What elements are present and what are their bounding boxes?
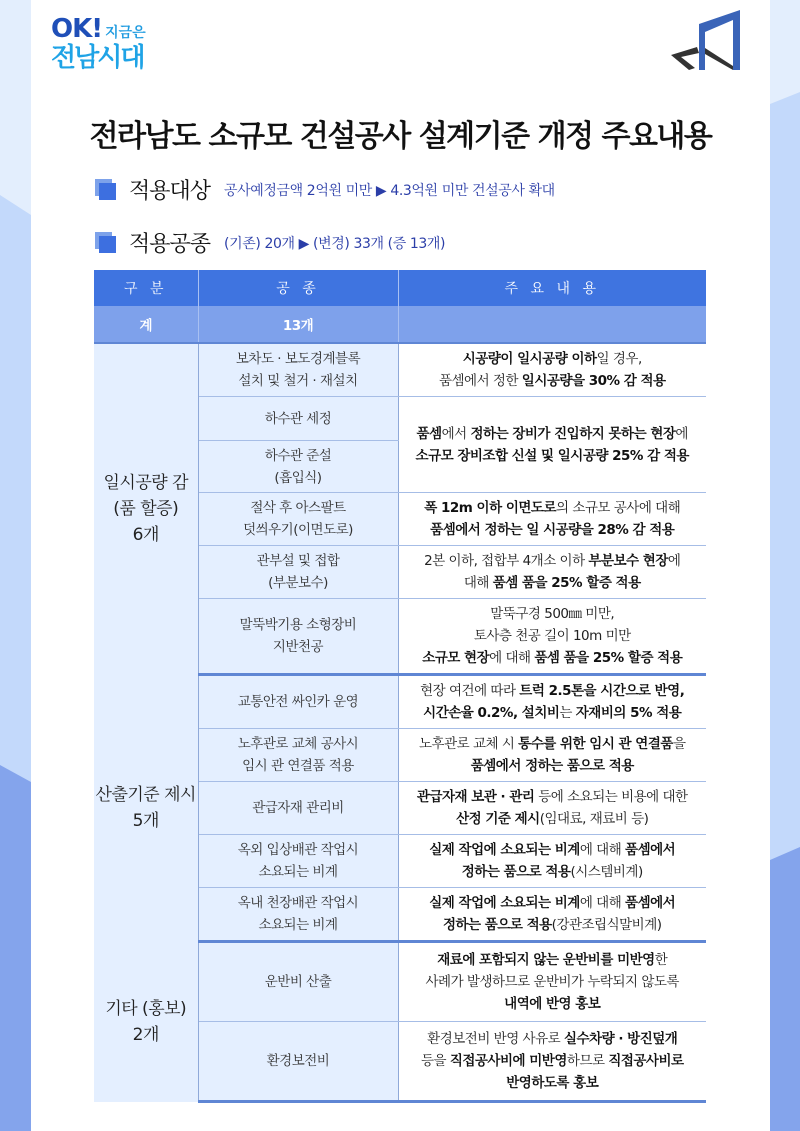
table-row <box>94 675 706 729</box>
category-line: 일시공량 감 <box>103 473 188 494</box>
emphasis-text: 부분보수 현장 <box>588 553 668 569</box>
page-title: 전라남도 소규모 건설공사 설계기준 개정 주요내용 <box>89 119 712 154</box>
work-type-line: (부분보수) <box>268 575 328 591</box>
description-line <box>401 647 705 669</box>
work-type-line: (흡입식) <box>274 469 322 486</box>
category-line: 6개 <box>132 525 159 546</box>
total-label: 계 <box>94 306 198 343</box>
work-type-cell <box>198 942 398 1022</box>
table-row <box>94 942 706 1022</box>
work-type-line: 보차도 · 보도경계블록 <box>235 351 361 367</box>
category-cell <box>94 942 198 1102</box>
work-type-line: 하수관 준설 <box>264 447 332 464</box>
emphasis-text: 반영하도록 홍보 <box>506 1075 599 1091</box>
plain-text: 현장 여건에 따라 <box>420 683 520 699</box>
work-type-line: 소요되는 비계 <box>258 917 338 933</box>
work-type-cell <box>198 397 398 441</box>
description-line <box>401 519 705 541</box>
description-cell <box>398 599 706 675</box>
plain-text: 에 대해 <box>579 895 626 911</box>
work-type-line: 소요되는 비계 <box>258 864 338 880</box>
emphasis-text: 품셈에서 <box>625 842 676 858</box>
emphasis-text: 내역에 반영 홍보 <box>504 996 601 1012</box>
meta-target <box>95 174 555 205</box>
description-cell <box>398 343 706 397</box>
description-line <box>401 1050 705 1072</box>
category-line: 기타 (홍보) <box>105 998 187 1019</box>
plain-text: 2본 이하, 접합부 4개소 이하 <box>424 553 589 569</box>
plain-text: 는 <box>559 705 576 721</box>
description-line <box>401 702 705 724</box>
description-line <box>401 1028 705 1050</box>
description-line <box>401 808 705 830</box>
description-line <box>401 786 705 808</box>
emphasis-text: 소규모 장비조합 신설 및 일시공량 25% 감 적용 <box>415 447 689 464</box>
header-category: 구 분 <box>94 270 198 306</box>
emphasis-text: 일시공량을 30% 감 적용 <box>521 373 666 389</box>
description-line <box>401 445 705 467</box>
plain-text: 등에 소요되는 비용에 대한 <box>534 789 688 805</box>
work-type-line: 관부설 및 접합 <box>256 553 340 569</box>
plain-text: 을 <box>672 736 686 752</box>
emphasis-text: 시공량이 <box>462 351 518 367</box>
description-line <box>401 861 705 883</box>
work-type-cell <box>198 343 398 397</box>
description-line <box>401 993 705 1015</box>
description-line <box>401 839 705 861</box>
plain-text: 등을 <box>420 1053 450 1069</box>
emphasis-text: 품셈 <box>416 425 442 442</box>
meta-label: 적용대상 <box>129 179 211 204</box>
work-type-line: 임시 관 연결품 적용 <box>242 758 354 774</box>
table-row <box>94 343 706 397</box>
total-count: 13개 <box>198 306 398 343</box>
work-type-cell <box>198 835 398 888</box>
meta-value: 공사예정금액 2억원 미만 ▶ 4.3억원 미만 건설공사 확대 <box>224 182 555 199</box>
plain-text: 환경보전비 반영 사유로 <box>427 1031 564 1047</box>
revision-table <box>94 270 706 1103</box>
emphasis-text: 직접공사비에 미반영 <box>449 1053 567 1069</box>
emphasis-text: 실제 작업에 소요되는 비계 <box>429 895 580 911</box>
description-cell <box>398 729 706 782</box>
description-line <box>401 680 705 702</box>
emphasis-text: 품셈 품을 25% 할증 적용 <box>492 575 641 591</box>
work-type-line: 하수관 세정 <box>264 410 332 427</box>
description-line <box>401 949 705 971</box>
description-line <box>401 971 705 993</box>
description-line <box>401 370 705 392</box>
description-line <box>401 755 705 777</box>
emphasis-text: 시간손율 0.2%, 설치비 <box>423 705 560 721</box>
right-decorative-band <box>770 0 800 1131</box>
emphasis-text: 정하는 장비가 진입하지 못하는 현장 <box>470 425 676 442</box>
plain-text: 대해 <box>463 575 493 591</box>
work-type-line: 지반천공 <box>272 639 324 655</box>
total-desc <box>398 306 706 343</box>
description-line <box>401 914 705 936</box>
total-row <box>94 306 706 343</box>
emphasis-text: 재료에 포함되지 않는 운반비를 미반영 <box>437 952 655 968</box>
plain-text: 에 대해 <box>579 842 626 858</box>
plain-text: 하므로 <box>566 1053 609 1069</box>
emphasis-text: 직접공사비로 <box>608 1053 684 1069</box>
plain-text: (시스템비계) <box>570 864 643 880</box>
work-type-cell <box>198 441 398 493</box>
description-line <box>401 733 705 755</box>
emphasis-text: 정하는 품으로 적용 <box>442 917 552 933</box>
emphasis-text: 일시공량 이하 <box>517 351 597 367</box>
description-line <box>401 603 705 625</box>
plain-text: 말뚝구경 500㎜ 미만, <box>490 606 615 622</box>
emphasis-text: 소규모 현장 <box>422 650 490 666</box>
left-decorative-band <box>0 0 31 1131</box>
square-bullet-icon <box>95 179 117 201</box>
plain-text: 품셈에서 정한 <box>438 373 522 389</box>
plain-text: 의 소규모 공사에 대해 <box>556 500 681 516</box>
description-cell <box>398 675 706 729</box>
description-line <box>401 892 705 914</box>
emphasis-text: 실제 작업에 소요되는 비계 <box>429 842 580 858</box>
logo-ok-text: OK! <box>51 14 103 44</box>
work-type-cell <box>198 888 398 942</box>
work-type-line: 교통안전 싸인카 운영 <box>237 694 359 710</box>
category-cell <box>94 675 198 942</box>
description-cell <box>398 782 706 835</box>
header-work-type: 공 종 <box>198 270 398 306</box>
plain-text: 일 경우, <box>596 351 642 367</box>
plain-text: 에 <box>675 425 688 442</box>
emphasis-text: 폭 12m 이하 이면도로 <box>424 500 556 516</box>
work-type-line: 설치 및 철거 · 재설치 <box>238 373 358 389</box>
table-header-row <box>94 270 706 306</box>
logo-sub-text: 지금은 <box>105 25 146 41</box>
description-cell-merged <box>398 397 706 493</box>
description-line <box>401 497 705 519</box>
emphasis-text: 산정 기준 제시 <box>456 811 540 827</box>
emphasis-text: 트럭 2.5톤을 시간으로 반영, <box>519 683 685 699</box>
work-type-cell <box>198 493 398 546</box>
description-line <box>401 348 705 370</box>
plain-text: 토사층 천공 길이 10m 미만 <box>473 628 631 644</box>
work-type-line: 관급자재 관리비 <box>252 800 344 816</box>
description-cell <box>398 546 706 599</box>
document-page <box>31 0 770 1131</box>
plain-text: 사례가 발생하므로 운반비가 누락되지 않도록 <box>425 974 679 990</box>
category-cell <box>94 343 198 675</box>
plain-text: 에 대해 <box>489 650 535 666</box>
work-type-cell <box>198 1022 398 1102</box>
work-type-cell <box>198 599 398 675</box>
description-cell <box>398 1022 706 1102</box>
plain-text: (임대료, 재료비 등) <box>539 811 649 827</box>
description-line <box>401 423 705 445</box>
work-type-cell <box>198 782 398 835</box>
plain-text: (강관조립식말비계) <box>551 917 662 933</box>
header-description: 주 요 내 용 <box>398 270 706 306</box>
work-type-line: 절삭 후 아스팔트 <box>250 500 346 516</box>
work-type-line: 환경보전비 <box>266 1053 330 1069</box>
description-cell <box>398 888 706 942</box>
emphasis-text: 품셈에서 정하는 품으로 적용 <box>470 758 634 774</box>
category-line: 2개 <box>132 1024 159 1045</box>
plain-text: 노후관로 교체 시 <box>419 736 519 752</box>
category-line: 산출기준 제시 <box>95 785 196 805</box>
meta-label: 적용공종 <box>129 232 211 257</box>
work-type-line: 노후관로 교체 공사시 <box>237 736 359 752</box>
emphasis-text: 실수차량 · 방진덮개 <box>563 1031 678 1047</box>
work-type-line: 옥외 입상배관 작업시 <box>237 842 359 858</box>
description-line <box>401 625 705 647</box>
description-line <box>401 550 705 572</box>
ok-jeonnam-logo <box>51 16 181 86</box>
work-type-cell <box>198 675 398 729</box>
emphasis-text: 자재비의 5% 적용 <box>575 705 682 721</box>
work-type-cell <box>198 729 398 782</box>
emphasis-text: 품셈 품을 25% 할증 적용 <box>534 650 683 666</box>
description-cell <box>398 835 706 888</box>
description-cell <box>398 493 706 546</box>
category-line: 5개 <box>132 811 159 831</box>
emphasis-text: 품셈에서 정하는 일 시공량을 28% 감 적용 <box>430 522 675 538</box>
jeonnam-symbol-icon <box>667 4 745 70</box>
emphasis-text: 품셈에서 <box>625 895 676 911</box>
description-cell <box>398 942 706 1022</box>
work-type-line: 덧씌우기(이면도로) <box>243 522 353 538</box>
category-line: (품 할증) <box>113 499 179 520</box>
square-bullet-icon <box>95 232 117 254</box>
logo-main-text: 전남시대 <box>51 43 144 73</box>
description-line <box>401 572 705 594</box>
work-type-line: 옥내 천장배관 작업시 <box>237 895 359 911</box>
work-type-line: 운반비 산출 <box>264 974 332 990</box>
emphasis-text: 통수를 위한 임시 관 연결품 <box>518 736 673 752</box>
meta-value: (기존) 20개 ▶ (변경) 33개 (증 13개) <box>224 235 446 252</box>
plain-text: 에 <box>667 553 681 569</box>
work-type-line: 말뚝박기용 소형장비 <box>239 617 357 633</box>
emphasis-text: 정하는 품으로 적용 <box>461 864 571 880</box>
plain-text: 에서 <box>441 425 471 442</box>
description-line <box>401 1072 705 1094</box>
work-type-cell <box>198 546 398 599</box>
emphasis-text: 관급자재 보관 · 관리 <box>416 789 535 805</box>
meta-work-types <box>95 227 445 258</box>
plain-text: 한 <box>654 952 668 968</box>
